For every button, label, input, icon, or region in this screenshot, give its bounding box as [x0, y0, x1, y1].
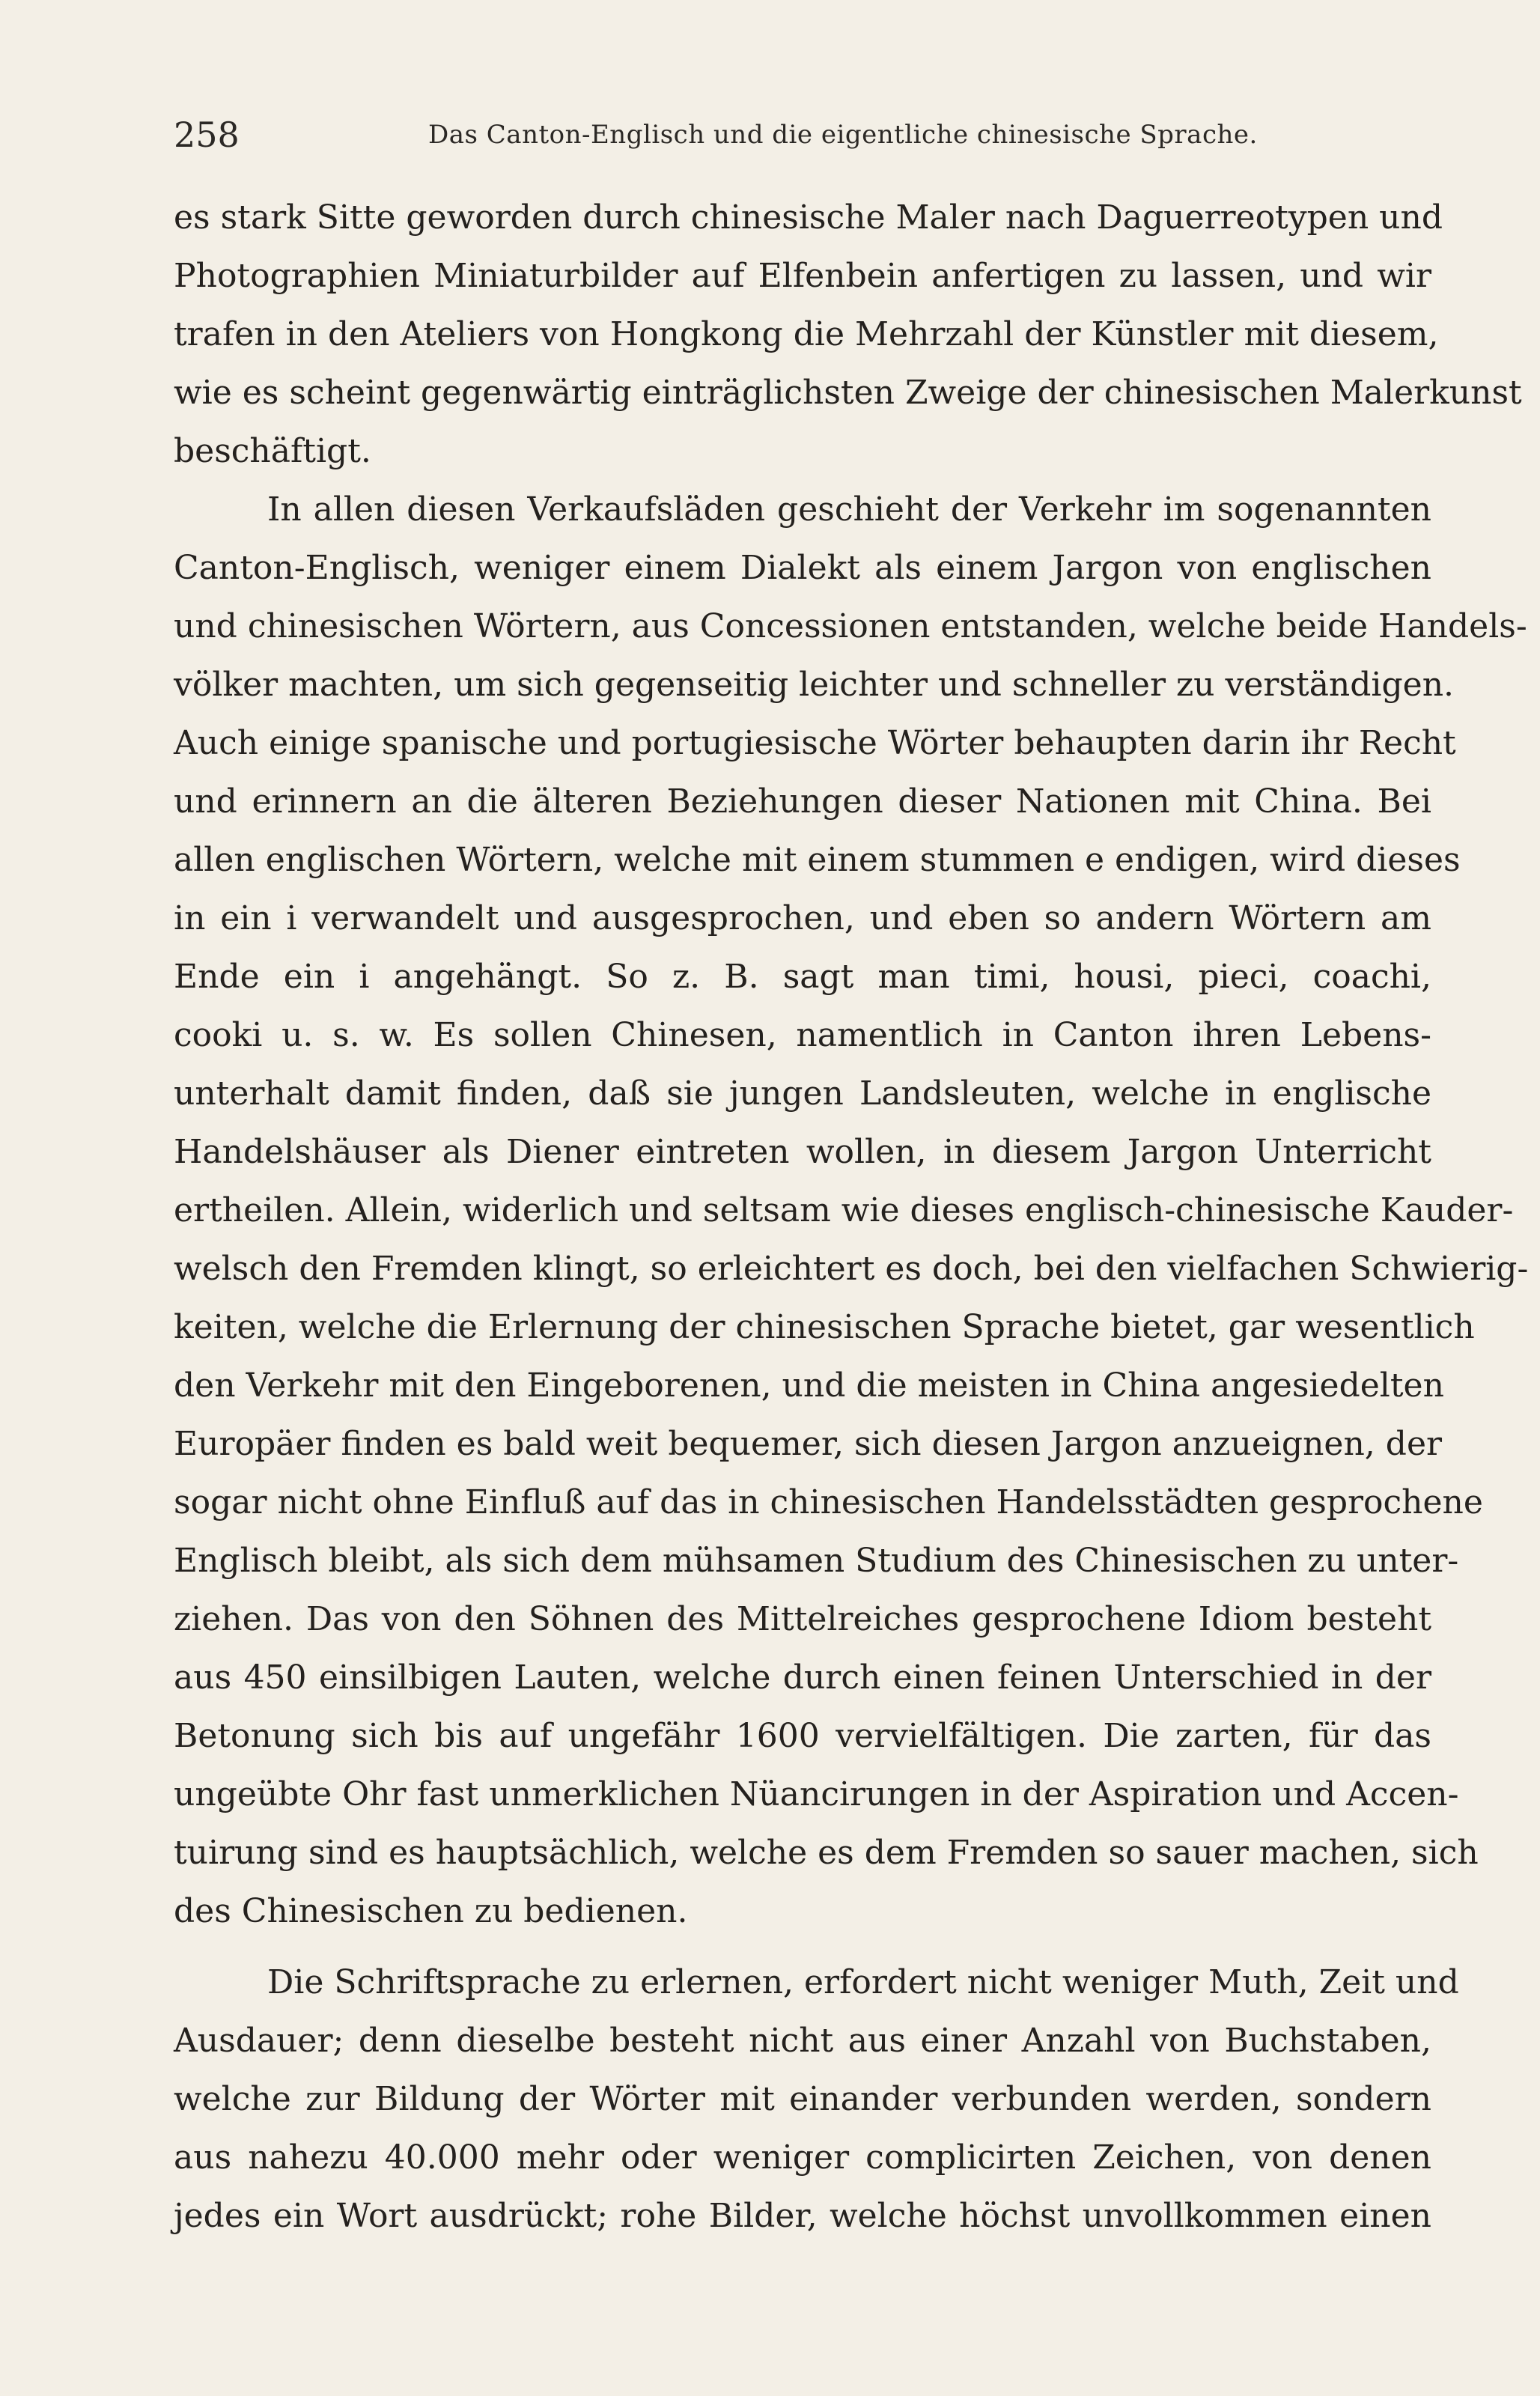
body-text — [174, 189, 1529, 2246]
running-head — [174, 109, 1431, 161]
text-line: allen englischen Wörtern, welche mit einem stummen e endigen, wird dieses — [174, 841, 1461, 879]
text-line: cooki u. s. w. Es sollen Chinesen, namentlich in Canton ihren Lebens- — [174, 1016, 1431, 1054]
running-title: Das Canton-Englisch und die eigentliche chinesische Sprache. — [428, 120, 1258, 150]
text-line: Ausdauer; denn dieselbe besteht nicht aus einer Anzahl von Buchstaben, — [174, 2022, 1431, 2060]
text-line: Handelshäuser als Diener eintreten wollen, in diesem Jargon Unterricht — [174, 1133, 1431, 1171]
text-line: trafen in den Ateliers von Hongkong die Mehrzahl der Künstler mit diesem, — [174, 315, 1439, 353]
text-line: und erinnern an die älteren Beziehungen dieser Nationen mit China. Bei — [174, 782, 1431, 821]
text-line: aus nahezu 40.000 mehr oder weniger complicirten Zeichen, von denen — [174, 2138, 1431, 2177]
text-line: ziehen. Das von den Söhnen des Mittelreiches gesprochene Idiom besteht — [174, 1600, 1431, 1638]
text-line: tuirung sind es hauptsächlich, welche es dem Fremden so sauer machen, sich — [174, 1834, 1479, 1872]
text-line: den Verkehr mit den Eingeborenen, und die meisten in China angesiedelten — [174, 1366, 1444, 1405]
text-line: Die Schriftsprache zu erlernen, erfordert nicht weniger Muth, Zeit und — [267, 1963, 1459, 2001]
text-line: wie es scheint gegenwärtig einträglichsten Zweige der chinesischen Malerkunst — [174, 374, 1522, 412]
text-line: Photographien Miniaturbilder auf Elfenbein anfertigen zu lassen, und wir — [174, 257, 1431, 295]
page-number: 258 — [174, 115, 240, 155]
text-line: des Chinesischen zu bedienen. — [174, 1892, 688, 1930]
text-line: keiten, welche die Erlernung der chinesischen Sprache bietet, gar wesentlich — [174, 1308, 1475, 1346]
text-line: völker machten, um sich gegenseitig leichter und schneller zu verständigen. — [174, 666, 1455, 704]
text-line: In allen diesen Verkaufsläden geschieht der Verkehr im sogenannten — [267, 490, 1431, 529]
text-line: ungeübte Ohr fast unmerklichen Nüancirungen in der Aspiration und Accen- — [174, 1775, 1459, 1813]
text-line: und chinesischen Wörtern, aus Concessionen entstanden, welche beide Handels- — [174, 607, 1527, 645]
text-line: Auch einige spanische und portugiesische Wörter behaupten darin ihr Recht — [174, 724, 1456, 762]
text-line: ertheilen. Allein, widerlich und seltsam wie dieses englisch-chinesische Kauder- — [174, 1191, 1514, 1229]
text-line: Canton-Englisch, weniger einem Dialekt als einem Jargon von englischen — [174, 549, 1431, 587]
paragraph-1 — [174, 189, 1522, 481]
paragraph-gap — [174, 1941, 1431, 1953]
text-line: unterhalt damit finden, daß sie jungen Landsleuten, welche in englische — [174, 1074, 1431, 1113]
text-line: welche zur Bildung der Wörter mit einander verbunden werden, sondern — [174, 2080, 1431, 2118]
text-line: Europäer finden es bald weit bequemer, sich diesen Jargon anzueignen, der — [174, 1425, 1443, 1463]
text-line: sogar nicht ohne Einfluß auf das in chinesischen Handelsstädten gesprochene — [174, 1483, 1483, 1521]
text-line: beschäftigt. — [174, 432, 371, 470]
text-line: in ein i verwandelt und ausgesprochen, und eben so andern Wörtern am — [174, 899, 1431, 937]
text-line: jedes ein Wort ausdrückt; rohe Bilder, welche höchst unvollkommen einen — [174, 2197, 1431, 2235]
text-line: es stark Sitte geworden durch chinesische Maler nach Daguerreotypen und — [174, 198, 1443, 237]
text-line: Betonung sich bis auf ungefähr 1600 vervielfältigen. Die zarten, für das — [174, 1717, 1431, 1755]
paragraph-3 — [174, 1953, 1459, 2246]
text-line: aus 450 einsilbigen Lauten, welche durch einen feinen Unterschied in der — [174, 1658, 1431, 1697]
paragraph-2 — [174, 481, 1529, 1941]
text-line: welsch den Fremden klingt, so erleichtert es doch, bei den vielfachen Schwierig- — [174, 1250, 1529, 1288]
text-line: Ende ein i angehängt. So z. B. sagt man timi, housi, pieci, coachi, — [174, 958, 1431, 996]
text-line: Englisch bleibt, als sich dem mühsamen Studium des Chinesischen zu unter- — [174, 1542, 1459, 1580]
